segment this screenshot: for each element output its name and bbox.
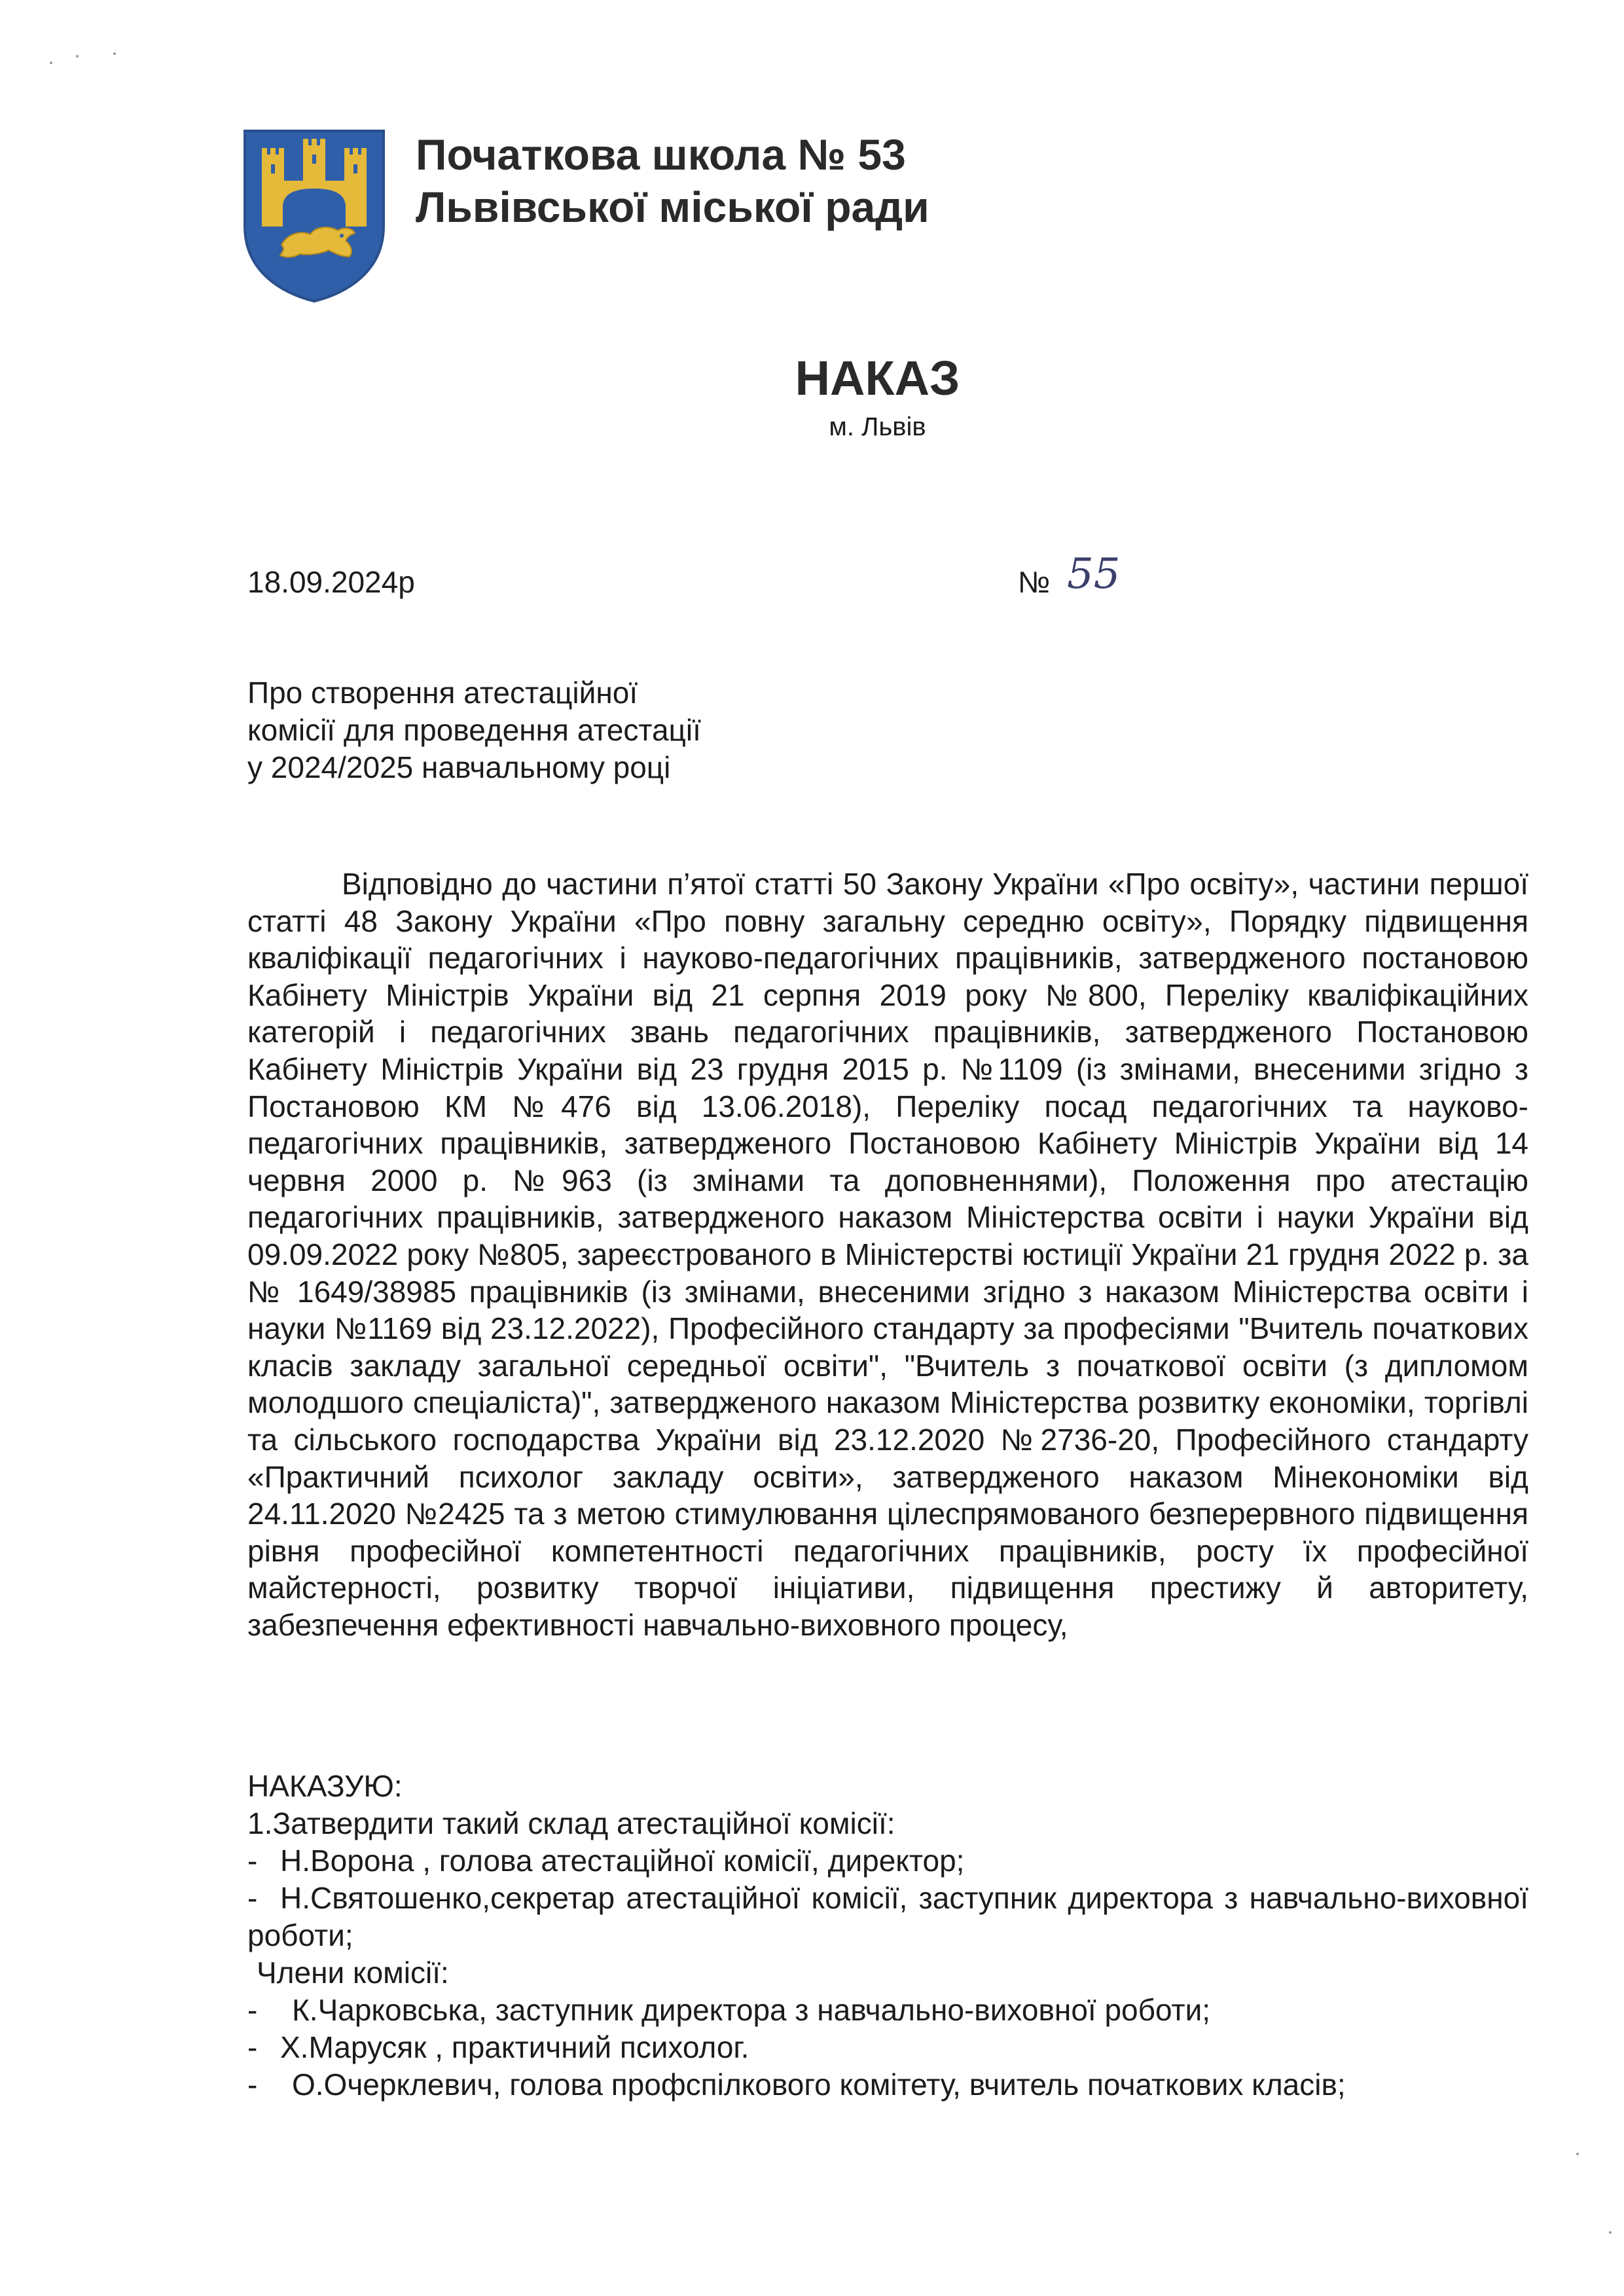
- school-name-line-2: Львівської міської ради: [416, 183, 929, 231]
- school-name-line-1: Початкова школа № 53: [416, 130, 906, 179]
- order-date: 18.09.2024р: [247, 565, 415, 599]
- chair-text: Н.Ворона , голова атестаційної комісії, директор;: [280, 1844, 965, 1878]
- order-number-label: №: [1018, 565, 1051, 599]
- order-number-handwritten: 55: [1067, 550, 1121, 598]
- order-city: м. Львів: [829, 412, 926, 441]
- decree-item-1: 1.Затвердити такий склад атестаційної комісії:: [247, 1806, 895, 1840]
- member-text: Х.Марусяк , практичний психолог.: [280, 2030, 749, 2064]
- subject-line-3: у 2024/2025 навчальному році: [247, 750, 671, 784]
- list-dash: -: [247, 1844, 258, 1878]
- decree-heading: НАКАЗУЮ:: [247, 1769, 403, 1803]
- member-text: О.Очерклевич, голова профспілкового комітету, вчитель початкових класів;: [292, 2068, 1346, 2102]
- order-title: НАКАЗ: [795, 351, 960, 405]
- subject-line-2: комісії для проведення атестації: [247, 713, 701, 747]
- list-dash: -: [247, 2030, 258, 2064]
- list-dash: -: [247, 1993, 258, 2027]
- member-text: К.Чарковська, заступник директора з навчально-виховної роботи;: [292, 1993, 1211, 2027]
- preamble-paragraph: Відповідно до частини п’ятої статті 50 Закону України «Про освіту», частини першої статті 48 Закону України «Про повну загальну середню освіту», Порядку підвищення кваліфікації педагогічних і науково-педагогічних працівників, затвердженого постановою Кабінету Міністрів України від 21 серпня 2019 року №800, Переліку кваліфікаційних категорій і педагогічних звань педагогічних працівників, затвердженого Постановою Кабінету Міністрів України від 23 грудня 2015 р. №1109 (із змінами, внесеними згідно з Постановою КМ №476 від 13.06.2018), Переліку посад педагогічних та науково-педагогічних працівників, затвердженого Постановою Кабінету Міністрів України від 14 червня 2000 р. №963 (із змінами та доповненнями), Положення про атестацію педагогічних працівників, затвердженого наказом Міністерства освіти і науки України від 09.09.2022 року №805, зареєстрованого в Міністерстві юстиції України 21 грудня 2022 р. за № 1649/38985 працівників (із змінами, внесеними згідно з наказом Міністерства освіти і науки №1169 від 23.12.2022), Професійного стандарту за професіями "Вчитель початкових класів закладу загальної середньої освіти", "Вчитель з початкової освіти (з дипломом молодшого спеціаліста)", затвердженого наказом Міністерства розвитку економіки, торгівлі та сільського господарства України від 23.12.2020 №2736-20, Професійного стандарту «Практичний психолог закладу освіти», затвердженого наказом Мінекономіки від 24.11.2020 №2425 та з метою стимулювання цілеспрямованого безперервного підвищення рівня професійної компетентності педагогічних працівників, росту їх професійної майстерності, розвитку творчої ініціативи, підвищення престижу й авторитету, забезпечення ефективності навчально-виховного процесу,: [247, 867, 1528, 1642]
- members-heading: Члени комісії:: [257, 1956, 449, 1990]
- subject-line-1: Про створення атестаційної: [247, 676, 638, 710]
- list-dash: -: [247, 1881, 258, 1915]
- list-dash: -: [247, 2068, 258, 2102]
- secretary-text: Н.Святошенко,секретар атестаційної комісії, заступник директора з навчально-виховної роботи;: [247, 1881, 1528, 1952]
